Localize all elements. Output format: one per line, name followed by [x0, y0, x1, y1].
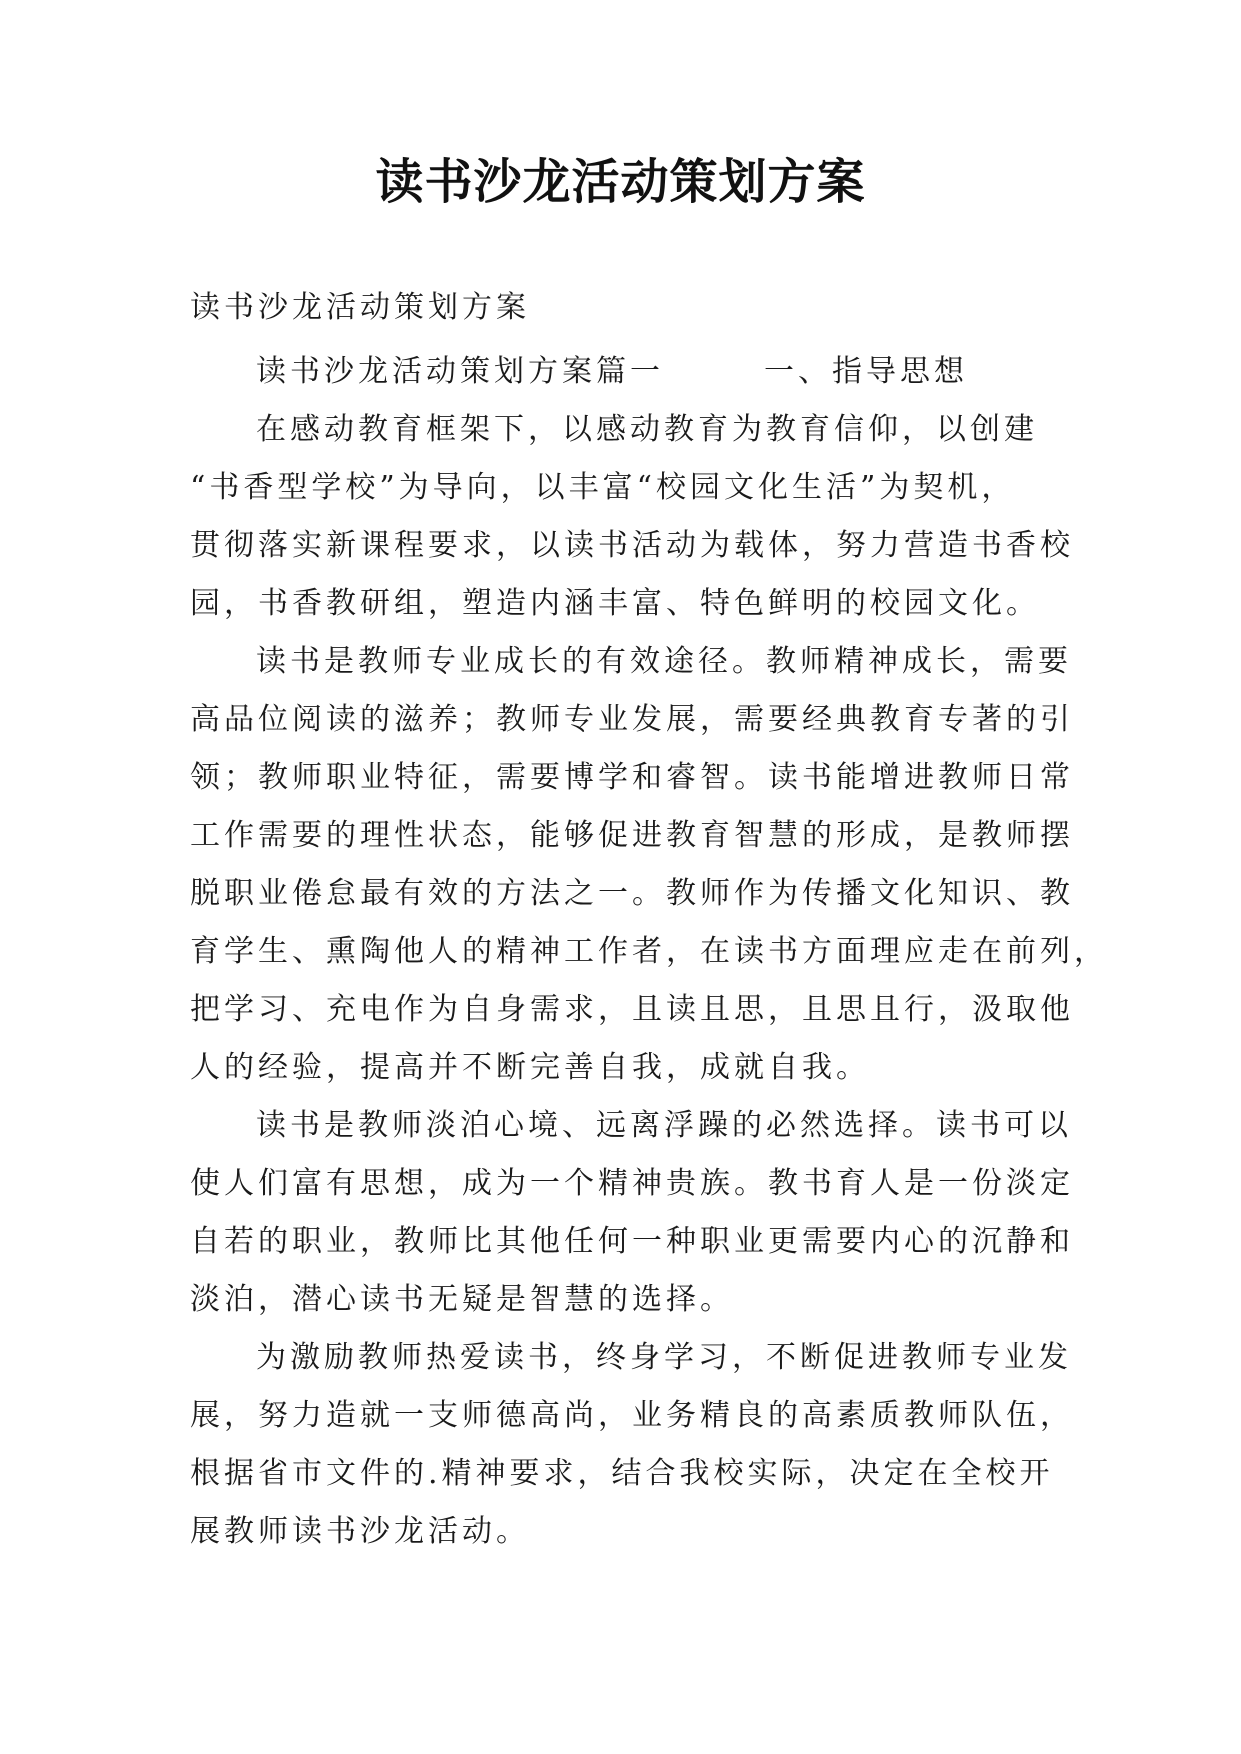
paragraph-line: 读书是教师淡泊心境、远离浮躁的必然选择。读书可以: [256, 1108, 1072, 1143]
paragraph-line: 育学生、熏陶他人的精神工作者，在读书方面理应走在前列，: [190, 934, 1108, 969]
document-body: [190, 288, 1108, 1570]
paragraph: [190, 642, 1108, 1088]
paragraph-line: 脱职业倦怠最有效的方法之一。教师作为传播文化知识、教: [190, 876, 1074, 911]
paragraph: [190, 1338, 1074, 1552]
section-heading-title: 读书沙龙活动策划方案篇一: [256, 354, 664, 389]
paragraph-line: 淡泊，潜心读书无疑是智慧的选择。: [190, 1282, 734, 1317]
paragraph-line: 工作需要的理性状态，能够促进教育智慧的形成，是教师摆: [190, 818, 1074, 853]
paragraph-line: 为激励教师热爱读书，终身学习，不断促进教师专业发: [256, 1340, 1072, 1375]
paragraph-line: 人的经验，提高并不断完善自我，成就自我。: [190, 1050, 870, 1085]
paragraph-line: 使人们富有思想，成为一个精神贵族。教书育人是一份淡定: [190, 1166, 1074, 1201]
paragraph-line: 贯彻落实新课程要求，以读书活动为载体，努力营造书香校: [190, 528, 1074, 563]
document-title: 读书沙龙活动策划方案: [375, 154, 866, 210]
section-heading-subtitle: 一、指导思想: [764, 354, 968, 389]
paragraph: [190, 410, 1074, 624]
paragraph-line: 根据省市文件的.精神要求，结合我校实际，决定在全校开: [190, 1456, 1054, 1491]
section-heading: [190, 352, 1060, 392]
paragraph-line: 读书是教师专业成长的有效途径。教师精神成长，需要: [256, 644, 1072, 679]
paragraph-line: 在感动教育框架下，以感动教育为教育信仰，以创建: [256, 412, 1038, 447]
paragraph-line: 领；教师职业特征，需要博学和睿智。读书能增进教师日常: [190, 760, 1074, 795]
paragraph-line: 自若的职业，教师比其他任何一种职业更需要内心的沉静和: [190, 1224, 1074, 1259]
document-subtitle: 读书沙龙活动策划方案: [190, 290, 530, 325]
paragraph-line: 展教师读书沙龙活动。: [190, 1514, 530, 1549]
paragraph-line: 园，书香教研组，塑造内涵丰富、特色鲜明的校园文化。: [190, 586, 1040, 621]
paragraph-line: 把学习、充电作为自身需求，且读且思，且思且行，汲取他: [190, 992, 1074, 1027]
paragraph-line: 展，努力造就一支师德高尚，业务精良的高素质教师队伍，: [190, 1398, 1074, 1433]
paragraph: [190, 1106, 1074, 1320]
paragraph-line: 高品位阅读的滋养；教师专业发展，需要经典教育专著的引: [190, 702, 1074, 737]
paragraph-list: [190, 410, 1108, 1552]
paragraph-line: “书香型学校”为导向，以丰富“校园文化生活”为契机，: [190, 470, 1016, 505]
